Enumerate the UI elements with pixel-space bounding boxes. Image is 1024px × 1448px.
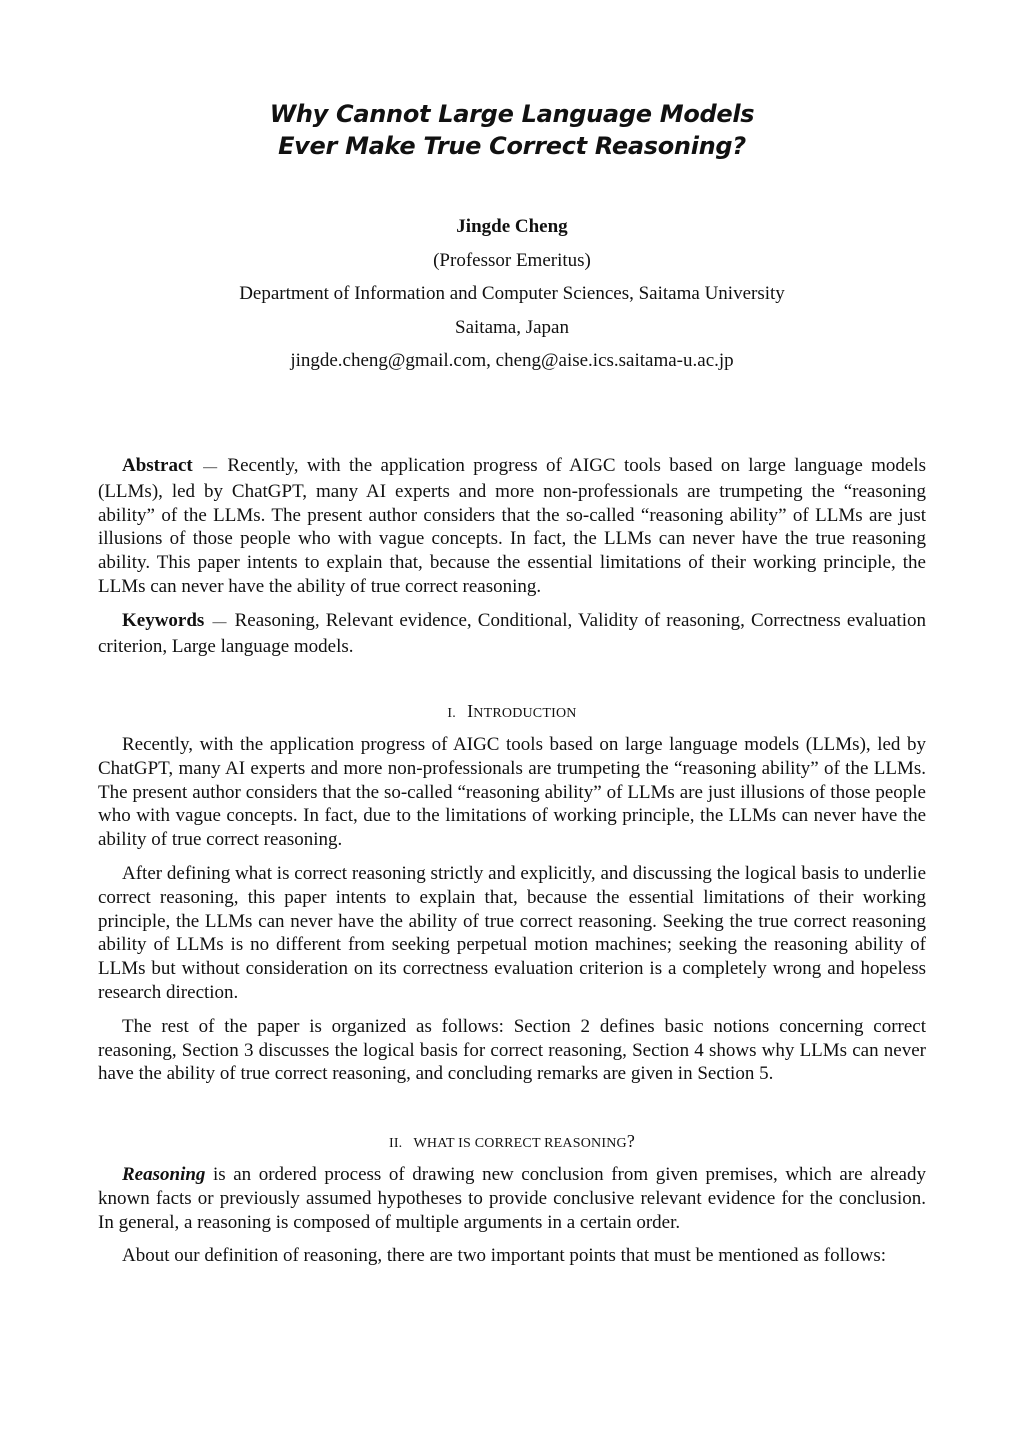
abstract-label: Abstract [122,455,193,476]
section-2-paragraph-1 [98,1163,926,1234]
keywords-paragraph [98,609,926,659]
section-2-heading [0,1131,1024,1152]
paper-title [0,98,1024,162]
section-1-title-initial: I [467,701,474,721]
author-block [0,210,1024,378]
keywords-label: Keywords [122,609,205,631]
abstract-dash: — [203,460,218,475]
author-email[interactable]: jingde.cheng@gmail.com, cheng@aise.ics.saitama-u.ac.jp [290,350,734,371]
abstract-text: Recently, with the application progress of AIGC tools based on large language models (LLMs), led by ChatGPT, many AI experts and more non-professionals are trumpeting the “reasoning ability” of the LLMs. The present author considers that the so-called “reasoning ability” of LLMs are just illusions of those people who with vague concepts. In fact, the LLMs can never have the true reasoning ability. This paper intents to explain that, because the essential limitations of their working principle, the LLMs can never have the ability of true correct reasoning. [98,455,927,597]
author-location: Saitama, Japan [455,316,569,338]
author-role: (Professor Emeritus) [433,249,591,271]
section-2-title: WHAT IS CORRECT REASONING [413,1136,627,1151]
section-2-body [98,1163,926,1278]
section-2-paragraph-2: About our definition of reasoning, there are two important points that must be mentioned as follows: [122,1245,887,1267]
term-reasoning: Reasoning [122,1164,206,1185]
section-1-title-rest: NTRODUCTION [473,706,577,721]
keywords-dash: — [212,614,227,630]
section-1-paragraph-3: The rest of the paper is organized as follows: Section 2 defines basic notions concerning correct reasoning, Section 3 discusses the logical basis for correct reasoning, Section 4 shows why LLMs can never have the ability of true correct reasoning, and concluding remarks are given in Section 5. [98,1015,926,1085]
section-2-number: II. [388,1136,403,1151]
section-1-paragraph-1: Recently, with the application progress of AIGC tools based on large language models (LLMs), led by ChatGPT, many AI experts and more non-professionals are trumpeting the “reasoning ability” of the LLMs. The present author considers that the so-called “reasoning ability” of LLMs are just illusions of those people who with vague concepts. In fact, due to the limitations of working principle, the LLMs can never have the ability of true correct reasoning. [98,734,926,851]
section-1-number: I. [447,706,456,721]
keywords-text: Reasoning, Relevant evidence, Conditional, Validity of reasoning, Correctness evaluation criterion, Large language models. [98,609,927,657]
author-name: Jingde Cheng [456,216,568,237]
section-2-paragraph-1-text: is an ordered process of drawing new conclusion from given premises, which are already known facts or previously assumed hypotheses to provide conclusive relevant evidence for the conclusion. In general, a reasoning is composed of multiple arguments in a certain order. [98,1164,926,1233]
section-1-paragraph-2: After defining what is correct reasoning strictly and explicitly, and discussing the logical basis to underlie correct reasoning, this paper intents to explain that, because the essential limitations of their working principle, the LLMs can never have the ability of true correct reasoning. Seeking the true correct reasoning ability of LLMs is no different from seeking perpetual motion machines; seeking the reasoning ability of LLMs but without consideration on its correctness evaluation criterion is a completely wrong and hopeless research direction. [98,862,926,1003]
section-1-body [98,733,926,1096]
section-2-title-mark: ? [626,1131,636,1151]
author-affiliation: Department of Information and Computer Sciences, Saitama University [239,283,785,304]
title-line-2: Ever Make True Correct Reasoning? [278,132,746,160]
abstract-section [98,454,926,668]
title-line-1: Why Cannot Large Language Models [269,100,755,128]
abstract-paragraph [98,454,926,599]
section-1-heading [0,701,1024,722]
